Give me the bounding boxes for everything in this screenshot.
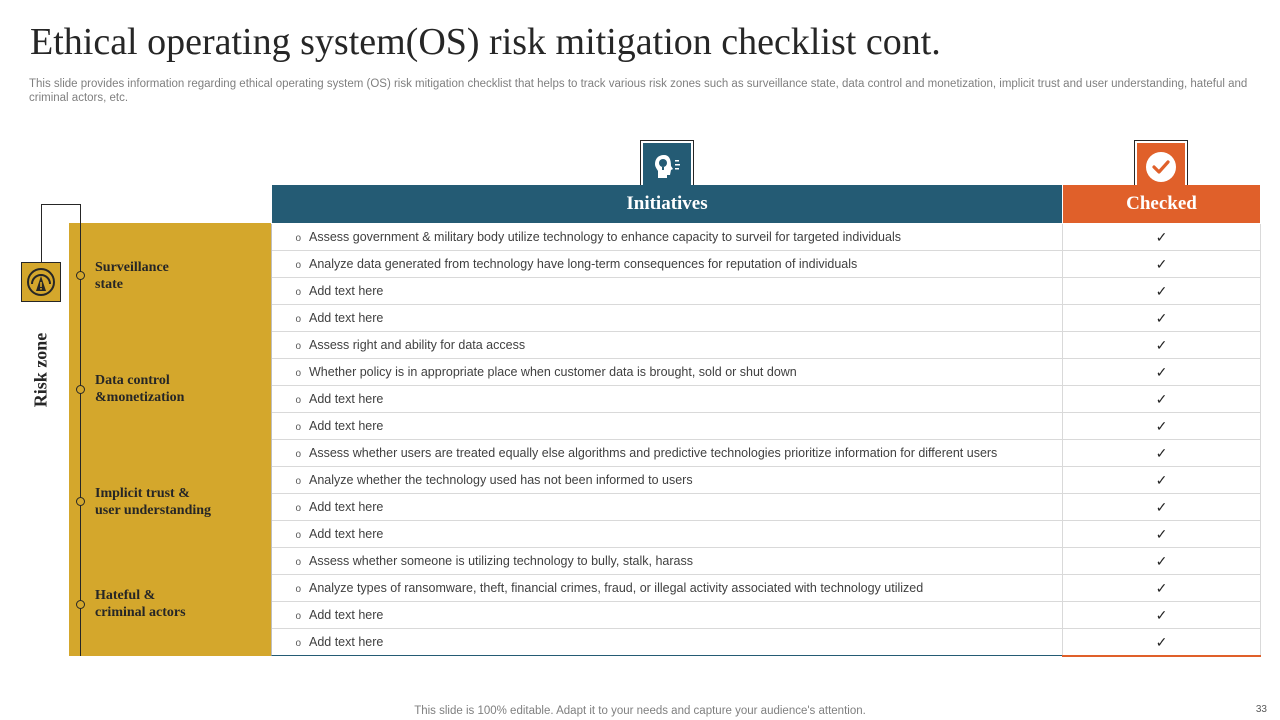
bullet-icon: o: [295, 449, 301, 460]
table-row: [272, 467, 1261, 494]
initiative-text: Assess whether someone is utilizing technology to bully, stalk, harass: [309, 554, 693, 568]
bullet-icon: o: [295, 611, 301, 622]
bullet-icon: o: [295, 584, 301, 595]
checkmark-icon: ✓: [1063, 413, 1261, 439]
initiative-text: Analyze types of ransomware, theft, financial crimes, fraud, or illegal activity associated with technology utilized: [309, 581, 924, 595]
risk-zone-label: Risk zone: [30, 332, 51, 408]
zone-marker: [76, 385, 85, 394]
bullet-icon: o: [295, 476, 301, 487]
initiative-text: Analyze data generated from technology have long-term consequences for reputation of individuals: [309, 257, 858, 271]
warning-gauge-icon: [21, 262, 61, 302]
bullet-icon: o: [295, 557, 301, 568]
zone-name-surveillance: Surveillance state: [95, 260, 169, 292]
table-row: [272, 575, 1261, 602]
table-row: [272, 494, 1261, 521]
checkmark-icon: ✓: [1063, 440, 1261, 466]
connector-line: [41, 204, 42, 263]
bullet-icon: o: [295, 530, 301, 541]
initiative-text: Assess whether users are treated equally else algorithms and predictive technologies prioritize information for different users: [309, 446, 998, 460]
bullet-icon: o: [295, 341, 301, 352]
page-subtitle: This slide provides information regarding ethical operating system (OS) risk mitigation checklist that helps to track various risk zones such as surveillance state, data control and monetization, implicit trust and user understanding, hateful and criminal actors, etc.: [29, 78, 1248, 104]
initiative-text: Analyze whether the technology used has not been informed to users: [309, 473, 693, 487]
checked-column-underline: [1062, 655, 1261, 657]
initiative-text: Assess right and ability for data access: [309, 338, 526, 352]
checkmark-icon: ✓: [1063, 494, 1261, 520]
table-row: [272, 386, 1261, 413]
initiative-text: Add text here: [309, 608, 384, 622]
page-title: Ethical operating system(OS) risk mitigation checklist cont.: [30, 21, 941, 63]
bullet-icon: o: [295, 368, 301, 379]
checkmark-icon: ✓: [1063, 575, 1261, 601]
initiatives-header: Initiatives: [272, 185, 1062, 223]
checkmark-icon: ✓: [1063, 629, 1261, 655]
initiative-text: Whether policy is in appropriate place when customer data is brought, sold or shut down: [309, 365, 797, 379]
checkmark-icon: ✓: [1063, 278, 1261, 304]
initiative-text: Add text here: [309, 311, 384, 325]
checkmark-icon: ✓: [1063, 305, 1261, 331]
zone-name-hateful-actors: Hateful & criminal actors: [95, 588, 186, 620]
bullet-icon: o: [295, 422, 301, 433]
bullet-icon: o: [295, 233, 301, 244]
initiative-text: Add text here: [309, 392, 384, 406]
table-row: [272, 332, 1261, 359]
bullet-icon: o: [295, 503, 301, 514]
table-row: [272, 602, 1261, 629]
table-row: [272, 521, 1261, 548]
table-row: [272, 413, 1261, 440]
zone-name-implicit-trust: Implicit trust & user understanding: [95, 486, 212, 518]
initiative-text: Assess government & military body utilize technology to enhance capacity to surveil for targeted individuals: [309, 230, 901, 244]
table-row: [272, 548, 1261, 575]
table-row: [272, 224, 1261, 251]
bullet-icon: o: [295, 287, 301, 298]
initiative-text: Add text here: [309, 419, 384, 433]
zone-marker: [76, 271, 85, 280]
bullet-icon: o: [295, 314, 301, 325]
footer-note: This slide is 100% editable. Adapt it to your needs and capture your audience's attention.: [414, 705, 866, 717]
initiative-text: Add text here: [309, 500, 384, 514]
table-row: [272, 440, 1261, 467]
checkmark-icon: ✓: [1063, 386, 1261, 412]
zone-marker: [76, 497, 85, 506]
checkmark-icon: ✓: [1063, 251, 1261, 277]
table-row: [272, 359, 1261, 386]
initiative-text: Add text here: [309, 635, 384, 649]
page-number: 33: [1255, 704, 1267, 715]
zone-name-data-control: Data control &monetization: [95, 373, 185, 405]
checkmark-icon: ✓: [1063, 467, 1261, 493]
bullet-icon: o: [295, 395, 301, 406]
table-row: [272, 305, 1261, 332]
bullet-icon: o: [295, 260, 301, 271]
checkmark-icon: ✓: [1063, 521, 1261, 547]
checklist-table: [271, 224, 1261, 656]
bullet-icon: o: [295, 638, 301, 649]
initiative-text: Add text here: [309, 527, 384, 541]
checkmark-icon: ✓: [1063, 359, 1261, 385]
checkmark-icon: ✓: [1063, 602, 1261, 628]
initiative-text: Add text here: [309, 284, 384, 298]
checkmark-icon: ✓: [1063, 332, 1261, 358]
table-row: [272, 251, 1261, 278]
table-row: [272, 278, 1261, 305]
checked-header: Checked: [1063, 185, 1260, 223]
zone-marker: [76, 600, 85, 609]
checkmark-icon: ✓: [1063, 224, 1261, 250]
table-row: [272, 629, 1261, 656]
checkmark-icon: ✓: [1063, 548, 1261, 574]
connector-line: [41, 204, 81, 205]
